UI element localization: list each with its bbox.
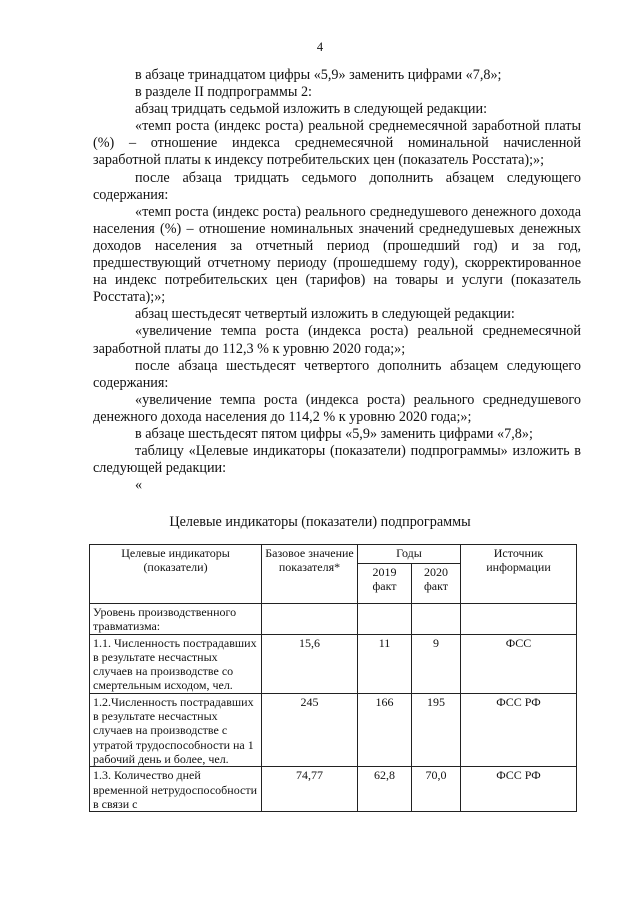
paragraph-12: таблицу «Целевые индикаторы (показатели) подпрограммы» изложить в следующей редакции: [93, 443, 581, 477]
paragraph-11: в абзаце шестьдесят пятом цифры «5,9» заменить цифрами «7,8»; [135, 425, 533, 442]
document-body [93, 67, 581, 494]
table-row [90, 693, 577, 766]
group-label: Уровень производственного травматизма: [90, 604, 262, 635]
base-value: 15,6 [262, 634, 358, 693]
paragraph-3: абзац тридцать седьмой изложить в следующей редакции: [135, 101, 488, 118]
source: ФСС РФ [461, 767, 577, 812]
indicators-table [89, 544, 577, 812]
value-2019: 11 [358, 634, 412, 693]
paragraph-8: «увеличение темпа роста (индекса роста) реальной среднемесячной заработной платы до 112,3 % к уровню 2020 года;»; [93, 323, 581, 357]
page-number: 4 [316, 40, 324, 54]
value-2020: 195 [412, 693, 461, 766]
paragraph-1: в абзаце тринадцатом цифры «5,9» заменить цифрами «7,8»; [135, 67, 502, 83]
table-header-row [90, 545, 577, 564]
header-year-2020: 2020 факт [412, 564, 461, 604]
paragraph-4: «темп роста (индекс роста) реальной среднемесячной заработной платы (%) – отношение индекса среднемесячной номинальной начисленной заработной платы к индексу потребительских цен (показатель Росстата);»; [93, 118, 581, 169]
source: ФСС РФ [461, 693, 577, 766]
source: ФСС [461, 634, 577, 693]
paragraph-10: «увеличение темпа роста (индекса роста) реального среднедушевого денежного дохода населения до 114,2 % к уровню 2020 года;»; [93, 391, 581, 425]
header-base-value: Базовое значение показателя* [262, 545, 358, 604]
table-row [90, 604, 577, 635]
table-row [90, 634, 577, 693]
paragraph-5: после абзаца тридцать седьмого дополнить абзацем следующего содержания: [93, 169, 581, 203]
value-2019: 166 [358, 693, 412, 766]
base-value: 74,77 [262, 767, 358, 812]
header-source: Источник информации [461, 545, 577, 604]
indicator-name: 1.2.Численность пострадавших в результате несчастных случаев на производстве с утратой трудоспособности на 1 рабочий день и более, чел. [90, 693, 262, 766]
value-2019: 62,8 [358, 767, 412, 812]
base-value: 245 [262, 693, 358, 766]
paragraph-7: абзац шестьдесят четвертый изложить в следующей редакции: [135, 306, 515, 323]
header-years: Годы [358, 545, 461, 564]
indicator-name: 1.1. Численность пострадавших в результате несчастных случаев на производстве со смертельным исходом, чел. [90, 634, 262, 693]
table-row [90, 767, 577, 812]
value-2020: 70,0 [412, 767, 461, 812]
value-2020: 9 [412, 634, 461, 693]
indicator-name: 1.3. Количество дней временной нетрудоспособности в связи с [90, 767, 262, 812]
opening-quote: « [135, 477, 143, 494]
paragraph-9: после абзаца шестьдесят четвертого дополнить абзацем следующего содержания: [93, 357, 581, 391]
header-indicators: Целевые индикаторы (показатели) [90, 545, 262, 604]
paragraph-6: «темп роста (индекс роста) реального среднедушевого денежного дохода населения (%) – отношение номинальных значений среднедушевых денежных доходов населения за отчетный период (прошедший год) и за год, предшествующий отчетному периоду (прошедшему году), скорректированное на индекс потребительских цен (тарифов) на товары и услуги (показатель Росстата);»; [93, 203, 581, 306]
table-caption: Целевые индикаторы (показатели) подпрограммы [169, 514, 471, 530]
paragraph-2: в разделе II подпрограммы 2: [135, 84, 312, 101]
header-year-2019: 2019 факт [358, 564, 412, 604]
